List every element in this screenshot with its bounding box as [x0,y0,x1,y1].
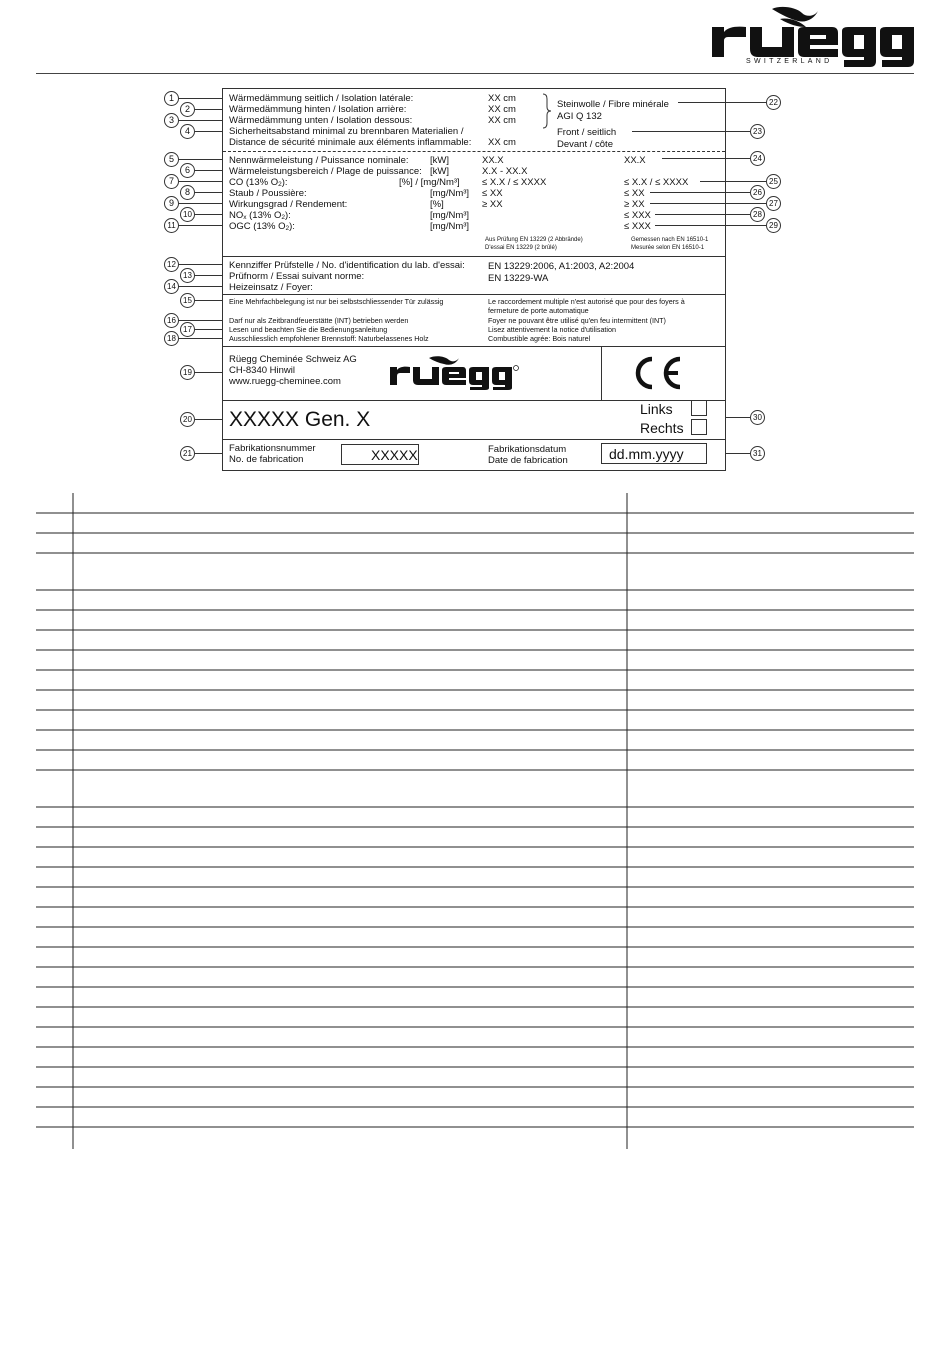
callout-leader [678,102,766,103]
notice-intermittent-fr: Foyer ne pouvant être utilisé qu'en feu intermittent (INT) [488,316,666,325]
range-unit: [kW] [430,166,449,177]
callout-leader [195,329,223,330]
distance-label-de: Sicherheitsabstand minimal zu brennbaren Materialien / [229,126,464,137]
dust-label: Staub / Poussière: [229,188,307,199]
plate-divider [223,346,725,347]
callout-29: 29 [766,218,781,233]
callout-20: 20 [180,412,195,427]
callout-leader [195,214,223,215]
fabrication-date-de: Fabrikationsdatum [488,444,567,455]
manufacturer-address: CH-8340 Hinwil [229,365,295,376]
callout-23: 23 [750,124,765,139]
callout-leader [195,300,223,301]
callout-leader [179,98,223,99]
callout-28: 28 [750,207,765,222]
callout-leader [655,225,766,226]
manufacturer-name: Rüegg Cheminée Schweiz AG [229,354,357,365]
callout-leader [650,192,750,193]
manufacturer-web: www.ruegg-cheminee.com [229,376,341,387]
right-dust-value: ≤ XX [624,188,645,199]
callout-leader [632,131,750,132]
insulation-back-label: Wärmedämmung hinten / Isolation arrière: [229,104,407,115]
orientation-right-label: Rechts [640,420,684,436]
dust-unit: [mg/Nm³] [430,188,470,199]
front-side-de: Front / seitlich [557,127,617,138]
insulation-material: Steinwolle / Fibre minérale [557,99,669,110]
orientation-right-checkbox [691,419,707,435]
callout-4: 4 [180,124,195,139]
test-note-fr: D'essai EN 13229 (2 brûlé) [485,245,557,251]
callout-22: 22 [766,95,781,110]
callout-leader [195,372,223,373]
notice-multiple-de: Eine Mehrfachbelegung ist nur bei selbstschliessender Tür zulässig [229,297,444,306]
callout-21: 21 [180,446,195,461]
fabrication-number-de: Fabrikationsnummer [229,443,316,454]
callout-leader [662,158,750,159]
plate-divider [223,294,725,295]
co-label: CO (13% O2): [229,177,288,188]
callout-15: 15 [180,293,195,308]
right-ogc-value: ≤ XXX [624,221,651,232]
norm-label: Prüfnorm / Essai suivant norme: [229,271,365,282]
nominal-label: Nennwärmeleistung / Puissance nominale: [229,155,409,166]
brand-tagline: SWITZERLAND [746,58,833,65]
header-divider [36,73,914,74]
range-label: Wärmeleistungsbereich / Plage de puissance: [229,166,422,177]
callout-14: 14 [164,279,179,294]
test-note-de: Aus Prüfung EN 13229 (2 Abbrände) [485,237,583,243]
type-plate [222,88,726,471]
callout-leader [179,181,223,182]
notice-multiple-fr: Le raccordement multiple n'est autorisé que pour des foyers à [488,297,685,306]
callout-leader [179,264,223,265]
callout-leader [195,453,223,454]
callout-leader [195,275,223,276]
notice-manual-de: Lesen und beachten Sie die Bedienungsanleitung [229,325,388,334]
callout-9: 9 [164,196,179,211]
nox-label: NOx (13% O2): [229,210,291,221]
insert-label: Heizeinsatz / Foyer: [229,282,313,293]
front-side-fr: Devant / côte [557,139,613,150]
insulation-material-code: AGI Q 132 [557,111,602,122]
lab-label: Kennziffer Prüfstelle / No. d'identification du lab. d'essai: [229,260,465,271]
notice-fuel-de: Ausschliesslich empfohlener Brennstoff: Naturbelassenes Holz [229,334,429,343]
insulation-side-value: XX cm [488,93,516,104]
insulation-bottom-label: Wärmedämmung unten / Isolation dessous: [229,115,413,126]
callout-8: 8 [180,185,195,200]
orientation-left-label: Links [640,401,673,417]
callout-11: 11 [164,218,179,233]
callout-leader [179,120,223,121]
efficiency-label: Wirkungsgrad / Rendement: [229,199,348,210]
ogc-unit: [mg/Nm³] [430,221,470,232]
distance-value: XX cm [488,137,516,148]
callout-13: 13 [180,268,195,283]
callout-leader [725,453,750,454]
brace-icon [541,93,553,129]
callout-leader [179,225,223,226]
measured-note-de: Gemessen nach EN 16510-1 [631,237,709,243]
nominal-unit: [kW] [430,155,449,166]
callout-leader [650,203,766,204]
dust-value: ≤ XX [482,188,503,199]
callout-7: 7 [164,174,179,189]
orientation-left-checkbox [691,400,707,416]
callout-27: 27 [766,196,781,211]
callout-leader [725,417,750,418]
callout-leader [179,320,223,321]
plate-divider [601,346,602,400]
right-nox-value: ≤ XXX [624,210,651,221]
fabrication-date-value: dd.mm.yyyy [609,446,684,462]
callout-31: 31 [750,446,765,461]
callout-24: 24 [750,151,765,166]
notice-multiple-fr-2: fermeture de porte automatique [488,306,589,315]
notice-intermittent-de: Darf nur als Zeitbrandfeuerstätte (INT) betrieben werden [229,316,409,325]
co-unit: [%] / [mg/Nm³] [399,177,460,188]
callout-19: 19 [180,365,195,380]
right-co-value: ≤ X.X / ≤ XXXX [624,177,689,188]
brand-logo-small [389,354,519,390]
insulation-back-value: XX cm [488,104,516,115]
callout-3: 3 [164,113,179,128]
callout-18: 18 [164,331,179,346]
notice-manual-fr: Lisez attentivement la notice d'utilisation [488,325,617,334]
ogc-label: OGC (13% O2): [229,221,295,232]
callout-leader [700,181,766,182]
nominal-value: XX.X [482,155,504,166]
efficiency-value: ≥ XX [482,199,503,210]
callout-26: 26 [750,185,765,200]
model-name: XXXXX Gen. X [229,408,371,431]
fabrication-date-fr: Date de fabrication [488,455,568,466]
distance-label-fr: Distance de sécurité minimale aux éléments inflammable: [229,137,472,148]
norm-value: EN 13229-WA [488,273,549,284]
lab-value: EN 13229:2006, A1:2003, A2:2004 [488,261,635,272]
callout-leader [195,109,223,110]
insulation-bottom-value: XX cm [488,115,516,126]
ce-mark-icon [628,355,688,391]
plate-divider [223,256,725,257]
co-value: ≤ X.X / ≤ XXXX [482,177,547,188]
insulation-side-label: Wärmedämmung seitlich / Isolation latérale: [229,93,414,104]
callout-17: 17 [180,322,195,337]
callout-16: 16 [164,313,179,328]
callout-5: 5 [164,152,179,167]
callout-6: 6 [180,163,195,178]
notice-fuel-fr: Combustible agrée: Bois naturel [488,334,591,343]
range-value: X.X - XX.X [482,166,528,177]
callout-12: 12 [164,257,179,272]
plate-divider [223,439,725,440]
efficiency-unit: [%] [430,199,444,210]
fabrication-number-value: XXXXX [371,447,418,463]
legend-table [36,493,914,1149]
callout-leader [195,192,223,193]
fabrication-number-fr: No. de fabrication [229,454,304,465]
callout-leader [195,131,223,132]
callout-1: 1 [164,91,179,106]
right-efficiency-value: ≥ XX [624,199,645,210]
measured-note-fr: Mesurée selon EN 16510-1 [631,245,705,251]
callout-leader [655,214,750,215]
plate-dashed-divider [223,151,725,152]
callout-10: 10 [180,207,195,222]
nox-unit: [mg/Nm³] [430,210,470,221]
callout-25: 25 [766,174,781,189]
callout-30: 30 [750,410,765,425]
callout-leader [179,203,223,204]
callout-leader [179,286,223,287]
callout-leader [179,338,223,339]
right-nominal-value: XX.X [624,155,646,166]
callout-leader [195,419,223,420]
callout-2: 2 [180,102,195,117]
callout-leader [179,159,223,160]
callout-leader [195,170,223,171]
